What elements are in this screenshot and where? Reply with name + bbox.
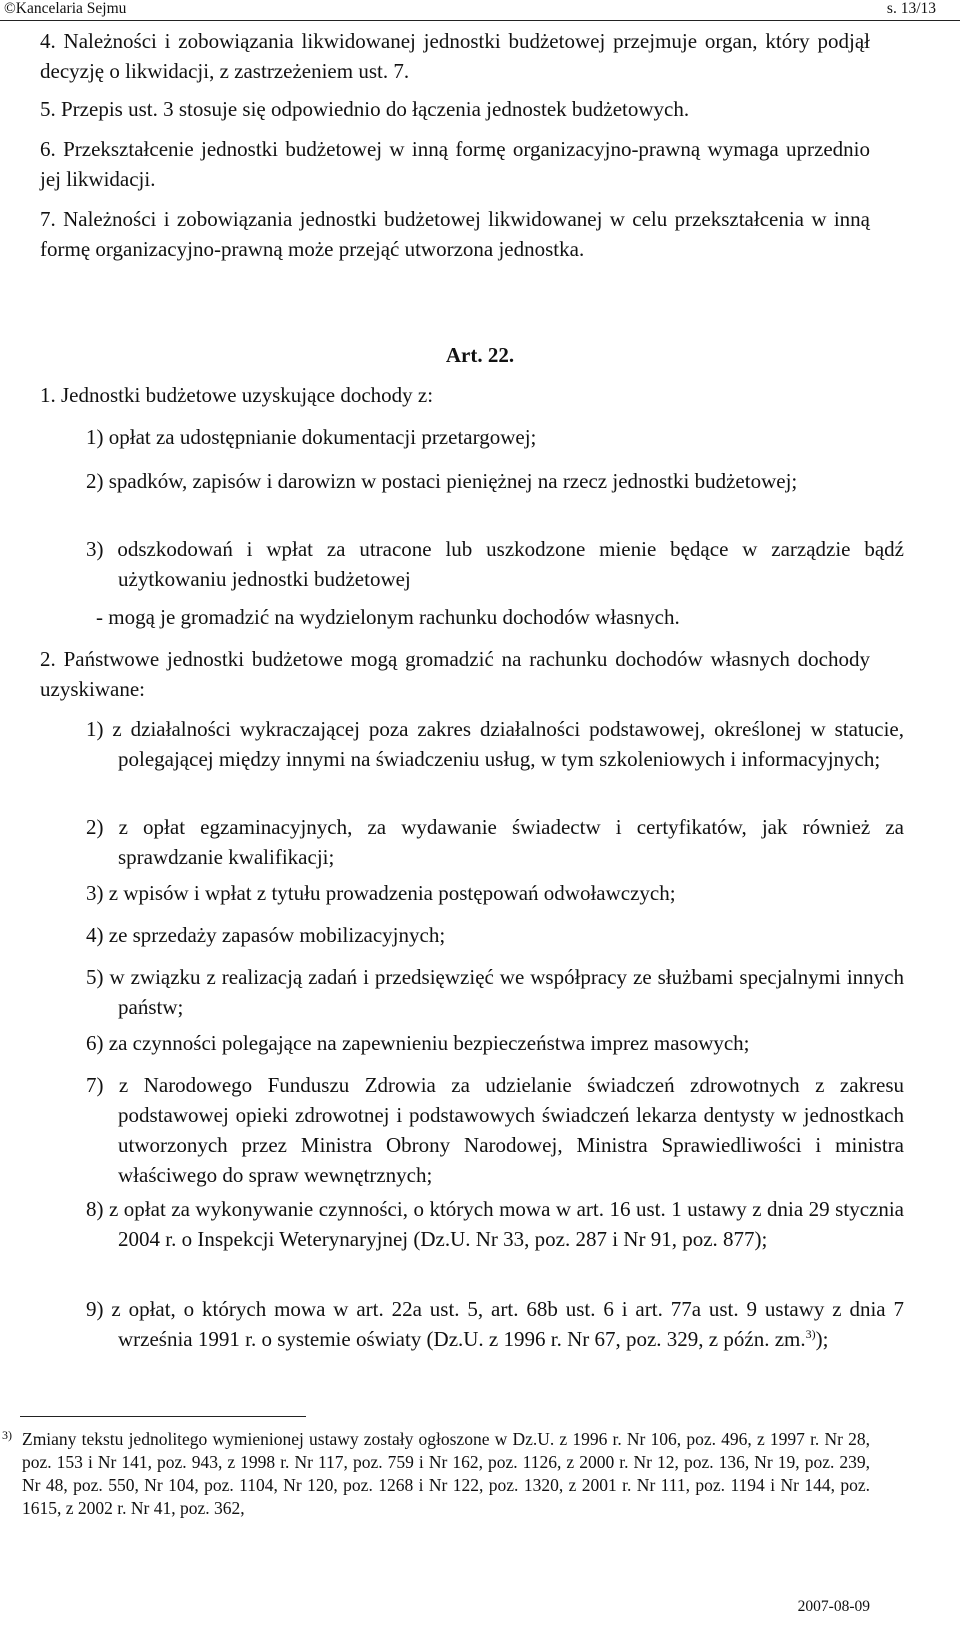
ust2-lead: 2. Państwowe jednostki budżetowe mogą gromadzić na rachunku dochodów własnych dochody uzyskiwane: xyxy=(40,647,870,701)
ust2-item-6: 6) za czynności polegające na zapewnieniu bezpieczeństwa imprez masowych; xyxy=(86,1031,750,1055)
ust2-item-9-text: 9) z opłat, o których mowa w art. 22a ust. 5, art. 68b ust. 6 i art. 77a ust. 9 ustawy z dnia 7 września 1991 r. o systemie oświaty (Dz.U. z 1996 r. Nr 67, poz. 329, z późn. zm. xyxy=(86,1297,904,1351)
footnote-marker: 3) xyxy=(2,1428,12,1442)
page-header xyxy=(4,0,956,20)
header-source: ©Kancelaria Sejmu xyxy=(4,0,127,17)
ust2-item-9-end: ); xyxy=(815,1327,829,1351)
header-divider xyxy=(0,20,960,21)
footnote-divider xyxy=(20,1416,306,1417)
ust2-item-8: 8) z opłat za wykonywanie czynności, o których mowa w art. 16 ust. 1 ustawy z dnia 29 stycznia 2004 r. o Inspekcji Weterynaryjnej (Dz.U. Nr 33, poz. 287 i Nr 91, poz. 877); xyxy=(86,1197,904,1251)
header-page-number: s. 13/13 xyxy=(886,0,936,17)
ust2-item-2: 2) z opłat egzaminacyjnych, za wydawanie świadectw i certyfikatów, jak również za sprawdzanie kwalifikacji; xyxy=(86,815,904,869)
ust1-item-2: 2) spadków, zapisów i darowizn w postaci pieniężnej na rzecz jednostki budżetowej; xyxy=(86,469,798,493)
footnote-text: Zmiany tekstu jednolitego wymienionej ustawy zostały ogłoszone w Dz.U. z 1996 r. Nr 106, poz. 496, z 1997 r. Nr 28, poz. 153 i Nr 141, poz. 943, z 1998 r. Nr 117, poz. 759 i Nr 162, poz. 1126, z 2000 r. Nr 12, poz. 136, Nr 19, poz. 239, Nr 48, poz. 550, Nr 104, poz. 1104, Nr 120, poz. 1268 i Nr 122, poz. 1320, z 2001 r. Nr 111, poz. 1194 i Nr 144, poz. 1615, z 2002 r. Nr 41, poz. 362, xyxy=(22,1429,870,1518)
ust2-item-4: 4) ze sprzedaży zapasów mobilizacyjnych; xyxy=(86,923,446,947)
ust1-item-3: 3) odszkodowań i wpłat za utracone lub uszkodzone mienie będące w zarządzie bądź użytkowaniu jednostki budżetowej xyxy=(86,537,904,591)
ust1-tail: - mogą je gromadzić na wydzielonym rachunku dochodów własnych. xyxy=(96,605,680,629)
paragraph-ust7: 7. Należności i zobowiązania jednostki budżetowej likwidowanej w celu przekształcenia w inną formę organizacyjno-prawną może przejąć utworzona jednostka. xyxy=(40,207,870,261)
ust1-item-1: 1) opłat za udostępnianie dokumentacji przetargowej; xyxy=(86,425,537,449)
document-date: 2007-08-09 xyxy=(797,1598,870,1615)
paragraph-ust5: 5. Przepis ust. 3 stosuje się odpowiednio do łączenia jednostek budżetowych. xyxy=(40,97,690,121)
ust2-item-1: 1) z działalności wykraczającej poza zakres działalności podstawowej, określonej w statucie, polegającej między innymi na świadczeniu usług, w tym szkoleniowych i informacyjnych; xyxy=(86,717,904,771)
paragraph-ust6: 6. Przekształcenie jednostki budżetowej w inną formę organizacyjno-prawną wymaga uprzednio jej likwidacji. xyxy=(40,137,870,191)
article-heading: Art. 22. xyxy=(445,343,515,367)
ust2-item-7: 7) z Narodowego Funduszu Zdrowia za udzielanie świadczeń zdrowotnych z zakresu podstawowej opieki zdrowotnej i podstawowych świadczeń lekarza dentysty w jednostkach utworzonych przez Ministra Obrony Narodowej, Ministra Sprawiedliwości i ministra właściwego do spraw wewnętrznych; xyxy=(86,1073,904,1187)
footnote-reference: 3) xyxy=(805,1327,816,1341)
ust2-item-9 xyxy=(86,1294,904,1354)
ust2-item-3: 3) z wpisów i wpłat z tytułu prowadzenia postępowań odwoławczych; xyxy=(86,881,676,905)
paragraph-ust4: 4. Należności i zobowiązania likwidowanej jednostki budżetowej przejmuje organ, który podjął decyzję o likwidacji, z zastrzeżeniem ust. 7. xyxy=(40,29,870,83)
ust2-item-5: 5) w związku z realizacją zadań i przedsięwzięć we współpracy ze służbami specjalnymi innych państw; xyxy=(86,965,904,1019)
ust1-lead: 1. Jednostki budżetowe uzyskujące dochody z: xyxy=(40,383,434,407)
